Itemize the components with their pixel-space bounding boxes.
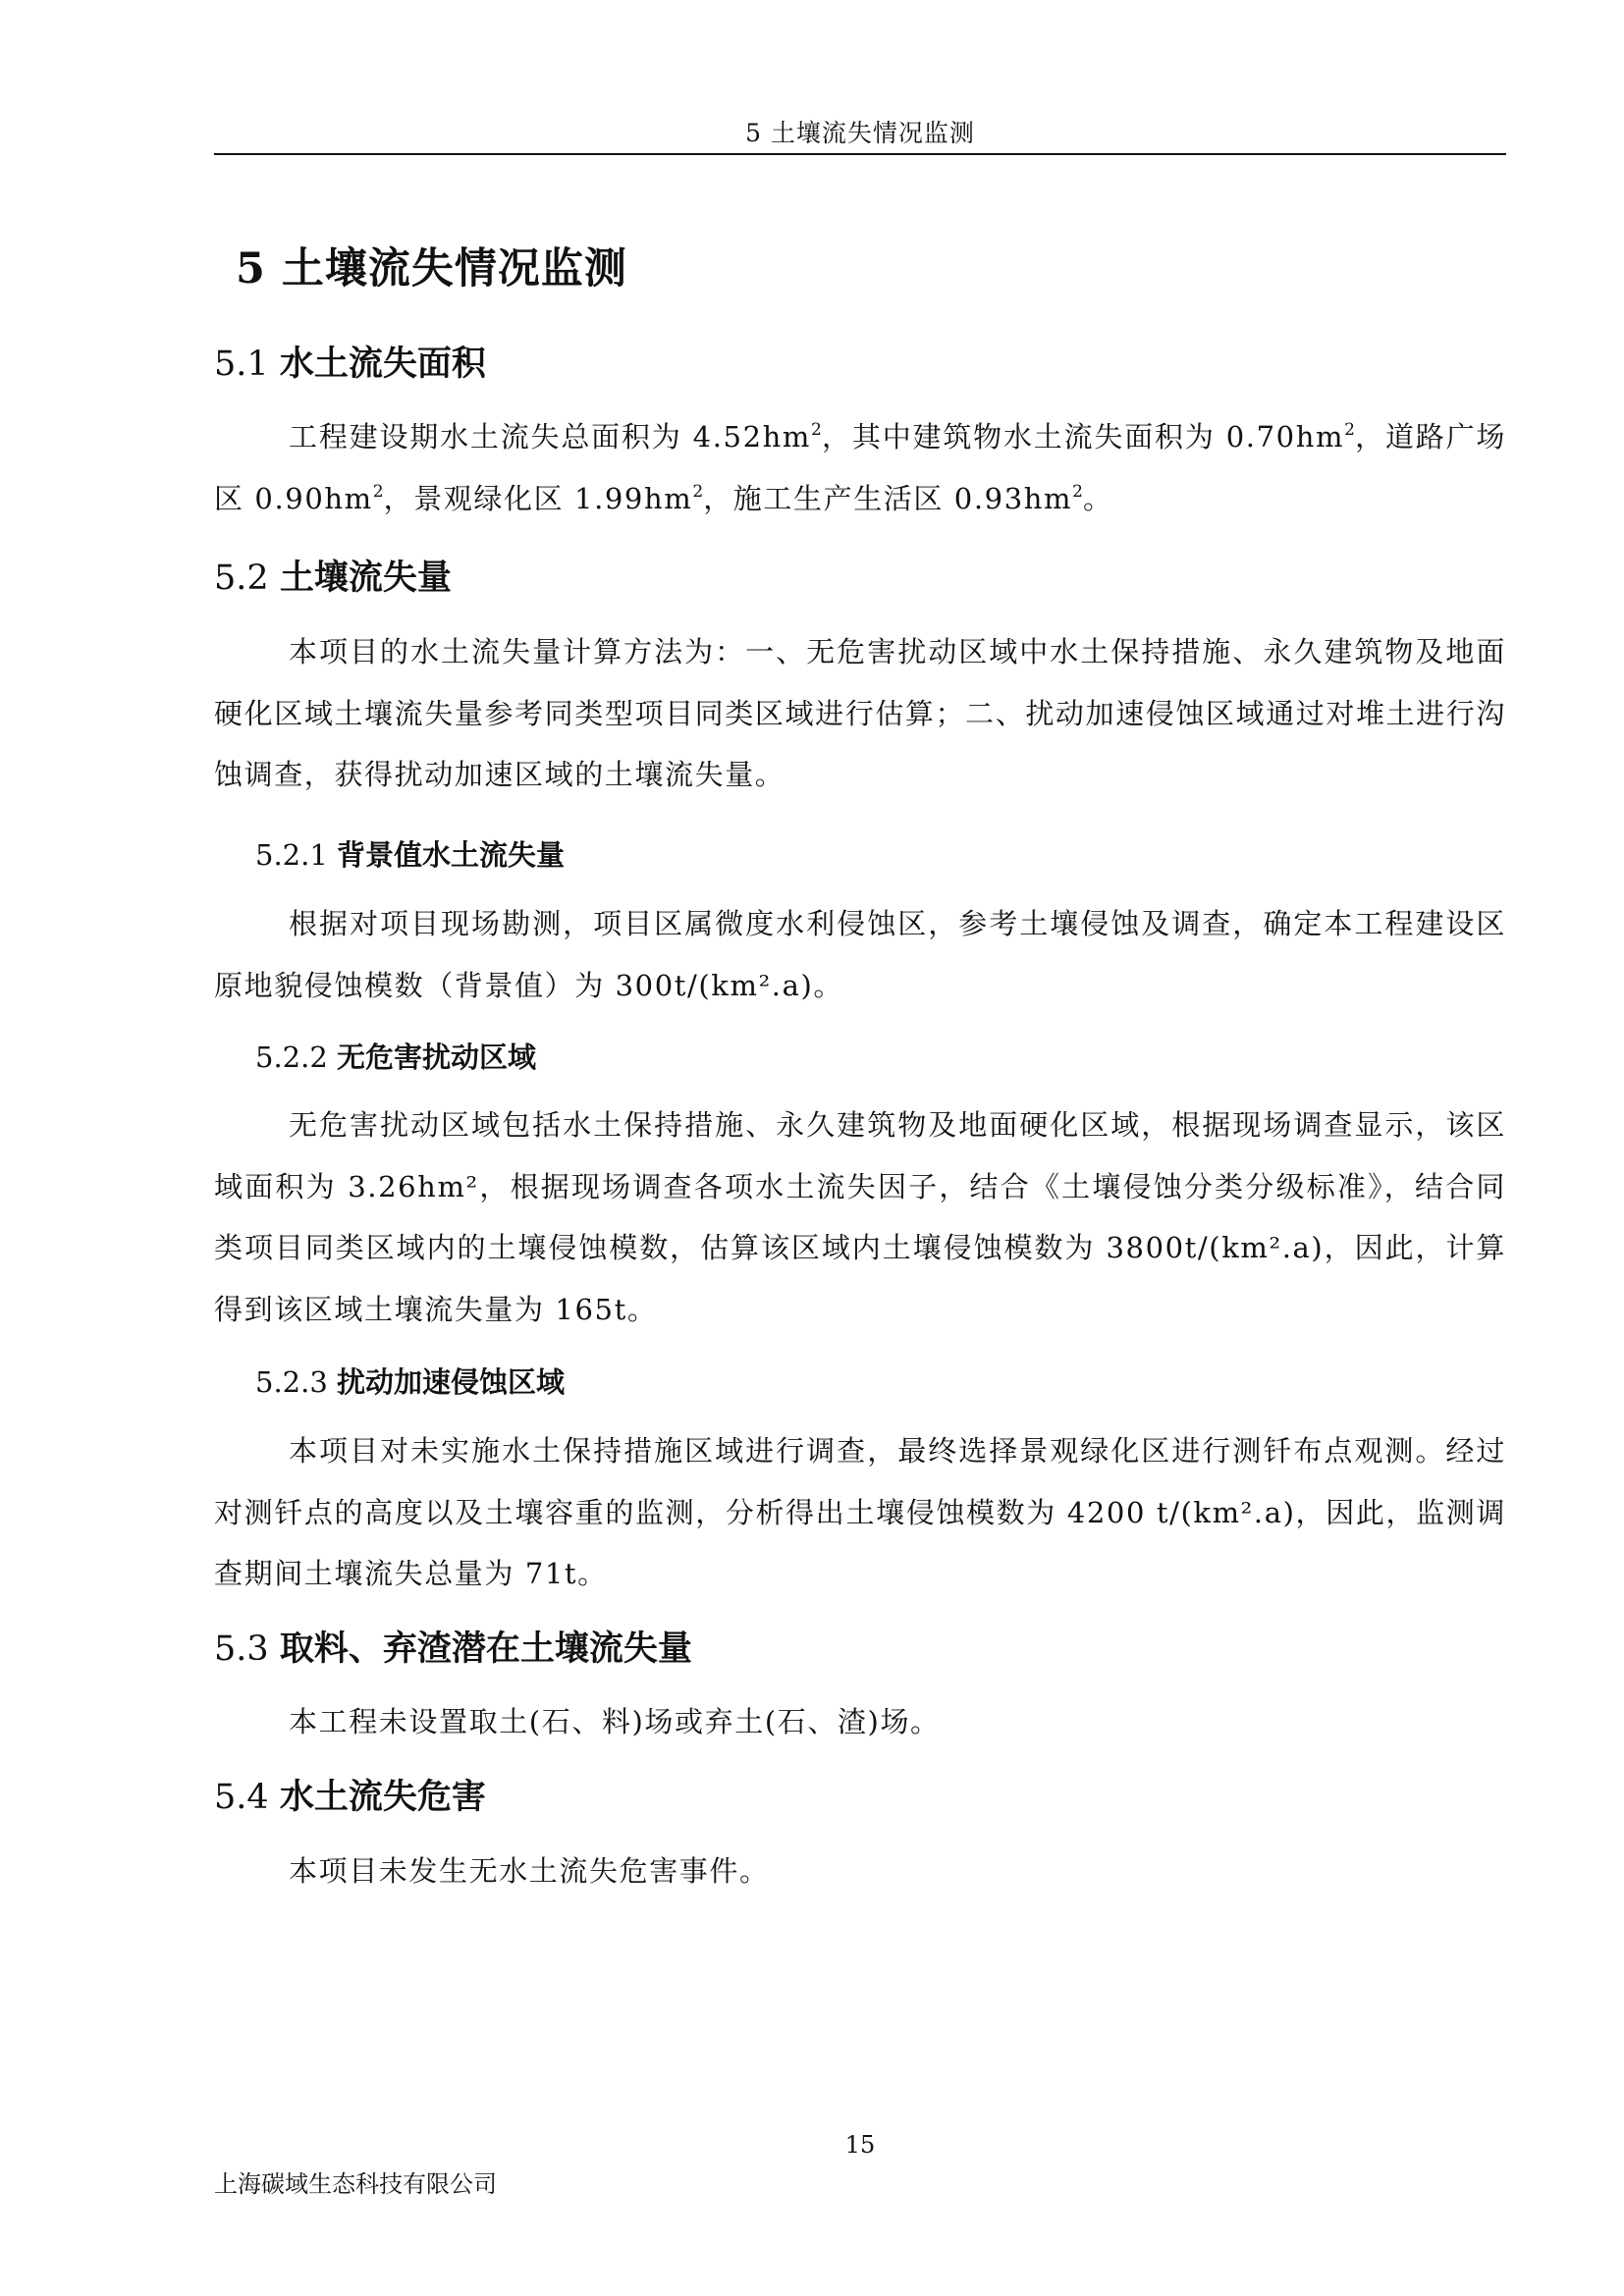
section-5-2-paragraph: 本项目的水土流失量计算方法为：一、无危害扰动区域中水土保持措施、永久建筑物及地面硬化区域土壤流失量参考同类型项目同类区域进行估算；二、扰动加速侵蚀区域通过对堆土进行沟蚀调查，获得扰动加速区域的土壤流失量。 bbox=[214, 635, 1506, 791]
section-5-3-heading bbox=[214, 1625, 692, 1674]
company-footer: 上海碳域生态科技有限公司 bbox=[214, 2170, 497, 2198]
section-number: 5.2.2 bbox=[255, 1041, 328, 1074]
page-number: 15 bbox=[844, 2131, 876, 2159]
section-title: 背景值水土流失量 bbox=[337, 838, 566, 872]
section-title: 扰动加速侵蚀区域 bbox=[337, 1365, 566, 1399]
section-title: 无危害扰动区域 bbox=[337, 1041, 537, 1074]
section-number: 5.2 bbox=[214, 559, 269, 598]
section-5-1-heading bbox=[214, 340, 486, 389]
section-number: 5.4 bbox=[214, 1778, 269, 1817]
section-title: 取料、弃渣潜在土壤流失量 bbox=[279, 1629, 692, 1669]
header-rule bbox=[214, 153, 1506, 155]
section-title: 水土流失面积 bbox=[279, 344, 486, 384]
section-5-2-1-heading bbox=[255, 834, 565, 876]
section-number: 5.2.1 bbox=[255, 838, 328, 872]
section-5-2-3-heading bbox=[255, 1362, 565, 1403]
section-5-3-paragraph: 本工程未设置取土(石、料)场或弃土(石、渣)场。 bbox=[289, 1705, 941, 1738]
section-5-2-heading bbox=[214, 554, 452, 603]
chapter-title: 5 土壤流失情况监测 bbox=[236, 244, 627, 294]
section-5-4-heading bbox=[214, 1773, 486, 1822]
section-number: 5.3 bbox=[214, 1629, 269, 1669]
section-title: 土壤流失量 bbox=[279, 558, 452, 598]
section-5-1-paragraph: 工程建设期水土流失总面积为 $4.52hm^2$，其中建筑物水土流失面积为 $0.70hm^2$，道路广场区 $0.90hm^2$，景观绿化区 $1.99hm^2$，施工生产生活区 $0.93hm^2$。 bbox=[214, 420, 1506, 515]
section-title: 水土流失危害 bbox=[279, 1777, 486, 1817]
section-number: 5.1 bbox=[214, 345, 269, 384]
section-5-2-3-paragraph: 本项目对未实施水土保持措施区域进行调查，最终选择景观绿化区进行测钎布点观测。经过对测钎点的高度以及土壤容重的监测，分析得出土壤侵蚀模数为 4200 t/(km².a)，因此，监测调查期间土壤流失总量为 71t。 bbox=[214, 1434, 1506, 1590]
section-5-2-1-paragraph: 根据对项目现场勘测，项目区属微度水利侵蚀区，参考土壤侵蚀及调查，确定本工程建设区原地貌侵蚀模数（背景值）为 300t/(km².a)。 bbox=[214, 907, 1506, 1002]
section-5-2-2-heading bbox=[255, 1037, 536, 1078]
section-5-2-2-paragraph: 无危害扰动区域包括水土保持措施、永久建筑物及地面硬化区域，根据现场调查显示，该区域面积为 3.26hm²，根据现场调查各项水土流失因子，结合《土壤侵蚀分类分级标准》，结合同类项目同类区域内的土壤侵蚀模数，估算该区域内土壤侵蚀模数为 3800t/(km².a)，因此，计算得到该区域土壤流失量为 165t。 bbox=[214, 1108, 1506, 1326]
running-header: 5 土壤流失情况监测 bbox=[745, 119, 975, 147]
section-number: 5.2.3 bbox=[255, 1365, 328, 1399]
section-5-4-paragraph: 本项目未发生无水土流失危害事件。 bbox=[289, 1854, 770, 1888]
